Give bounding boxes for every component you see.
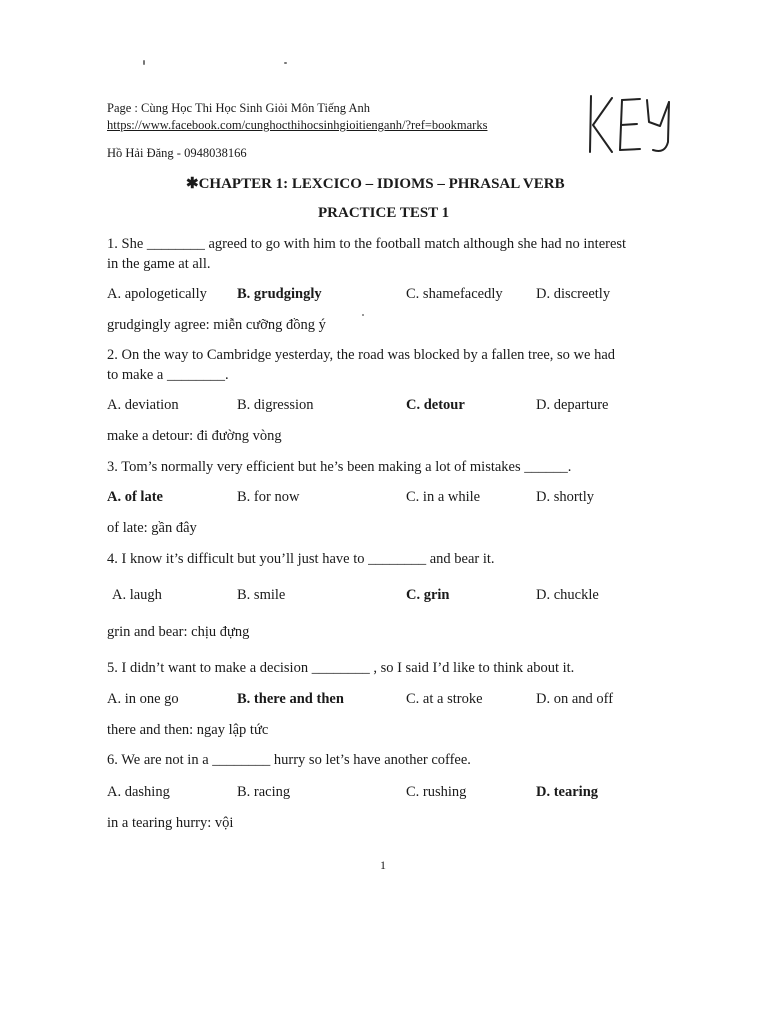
option-a: A. apologetically bbox=[107, 286, 207, 302]
option-c-correct: C. detour bbox=[406, 397, 465, 413]
option-b-correct: B. grudgingly bbox=[237, 286, 322, 302]
option-d: D. chuckle bbox=[536, 587, 599, 603]
option-c: C. shamefacedly bbox=[406, 286, 503, 302]
option-b: B. for now bbox=[237, 489, 300, 505]
option-b-correct: B. there and then bbox=[237, 691, 344, 707]
option-d: D. shortly bbox=[536, 489, 594, 505]
facebook-url-link[interactable]: https://www.facebook.com/cunghocthihocsinhgioitienganh/?ref=bookmarks bbox=[107, 118, 488, 132]
option-c-correct: C. grin bbox=[406, 587, 450, 603]
page-source-line: Page : Cùng Học Thi Học Sinh Giỏi Môn Tiếng Anh bbox=[107, 101, 370, 115]
question-text: 1. She ________ agreed to go with him to the football match although she had no interest bbox=[107, 236, 627, 252]
option-a-correct: A. of late bbox=[107, 489, 163, 505]
answer-note: there and then: ngay lập tức bbox=[107, 722, 269, 738]
handwritten-key-mark bbox=[585, 92, 675, 158]
option-d: D. on and off bbox=[536, 691, 614, 707]
option-a: A. deviation bbox=[107, 397, 179, 413]
question-text: 6. We are not in a ________ hurry so let’s have another coffee. bbox=[107, 752, 471, 768]
question-text-continued: in the game at all. bbox=[107, 256, 211, 272]
option-d: D. discreetly bbox=[536, 286, 611, 302]
option-b: B. racing bbox=[237, 784, 291, 800]
question-text: 2. On the way to Cambridge yesterday, the road was blocked by a fallen tree, so we had bbox=[107, 347, 616, 363]
answer-note: grin and bear: chịu đựng bbox=[107, 624, 250, 640]
option-a: A. dashing bbox=[107, 784, 170, 800]
answer-note: in a tearing hurry: vội bbox=[107, 815, 234, 831]
option-c: C. at a stroke bbox=[406, 691, 483, 707]
option-a: A. laugh bbox=[112, 587, 162, 603]
question-text: 5. I didn’t want to make a decision ________ , so I said I’d like to think about it. bbox=[107, 660, 575, 676]
answer-note: make a detour: đi đường vòng bbox=[107, 428, 282, 444]
option-c: C. rushing bbox=[406, 784, 467, 800]
scan-speck bbox=[143, 60, 145, 65]
option-b: B. digression bbox=[237, 397, 314, 413]
chapter-title: ✱CHAPTER 1: LEXCICO – IDIOMS – PHRASAL VERB bbox=[186, 176, 565, 192]
test-title: PRACTICE TEST 1 bbox=[318, 205, 450, 221]
option-b: B. smile bbox=[237, 587, 286, 603]
option-d: D. departure bbox=[536, 397, 609, 413]
question-text: 3. Tom’s normally very efficient but he’s been making a lot of mistakes ______. bbox=[107, 459, 572, 475]
scan-speck bbox=[284, 62, 287, 64]
author-line: Hồ Hải Đăng - 0948038166 bbox=[107, 146, 247, 160]
option-a: A. in one go bbox=[107, 691, 179, 707]
page-number: 1 bbox=[380, 858, 386, 872]
option-c: C. in a while bbox=[406, 489, 481, 505]
answer-note: grudgingly agree: miễn cưỡng đồng ý bbox=[107, 317, 326, 333]
option-d-correct: D. tearing bbox=[536, 784, 599, 800]
scan-speck bbox=[362, 314, 364, 316]
answer-note: of late: gần đây bbox=[107, 520, 197, 536]
question-text: 4. I know it’s difficult but you’ll just have to ________ and bear it. bbox=[107, 551, 495, 567]
question-text-continued: to make a ________. bbox=[107, 367, 229, 383]
